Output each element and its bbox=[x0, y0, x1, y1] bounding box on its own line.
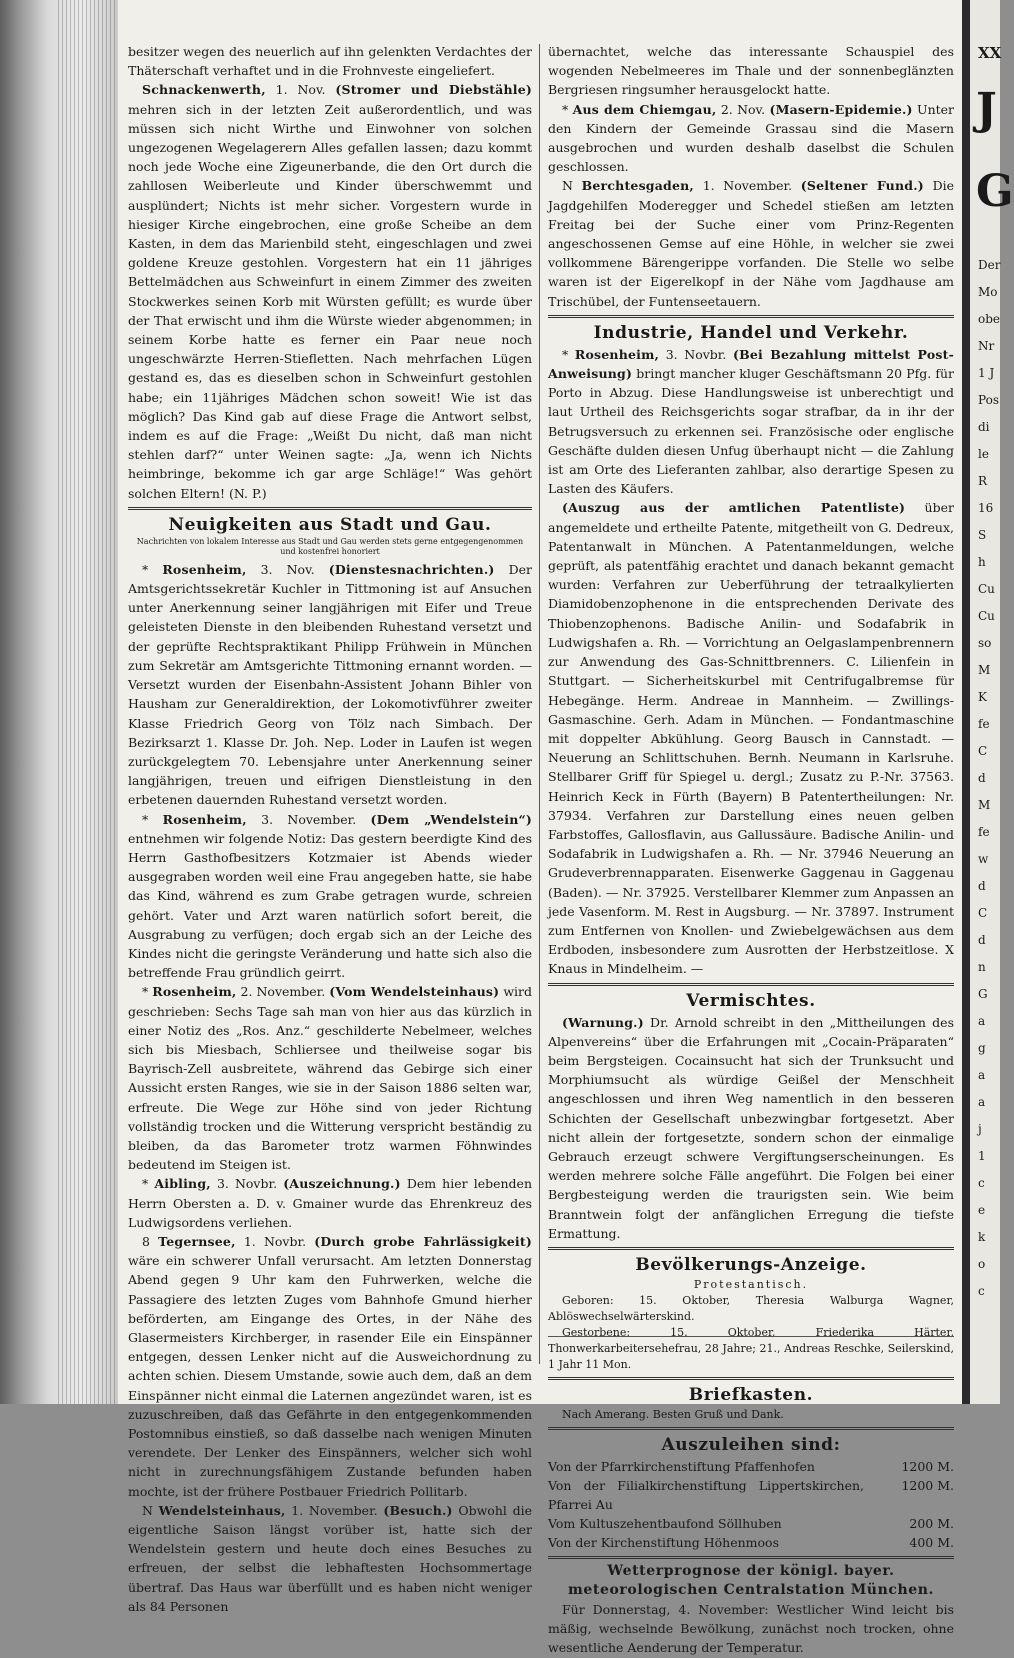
article-prefix: N bbox=[142, 1502, 153, 1518]
article-text: mehren sich in der letzten Zeit außerordentlich, und was müssen sich nicht Wirthe und Einwohner von solchen ungezogenen Wegelagerern Alles gefallen lassen; dazu kommt noch jede Woche eine Zigeunerbande, die den Ort durch die zahllosen Weiberleute und Kinder überschwemmt und ausplündert; Nichts ist mehr sicher. Vorgestern wurde in hiesiger Kirche eingebrochen, eine große Scheibe an dem Kasten, in dem das Marienbild steht, eingeschlagen und zwei goldene Kreuze gestohlen. Vorgestern hat ein 11 jähriges Bettelmädchen aus Schweinfurt in einem Zimmer des zweiten Stockwerkes seinen Korb mit Würsten gefüllt; es wurde über der That erwischt und ihm die Würste wieder abgenommen; in seinem Korbe hatte es ferner ein Paar neue noch ungeschwärzte Herren-Stiefletten. Nach mehrfachen Lügen gestand es, das es dieselben schon in Schweinfurt gestohlen habe; ein 11jähriges Mädchen schon soweit! Wie ist das möglich? Das Kind gab auf diese Frage die Antwort selbst, indem es auf die Frage: „Weißt Du nicht, daß man nicht stehlen darf?“ unter Weinen sagte: „Ja, wenn ich Nichts heimbringe, bekomme ich gar arge Schläge!“ Was gehört solchen Eltern! (N. P.) bbox=[128, 101, 532, 501]
article-date: 1. November. bbox=[291, 1502, 378, 1518]
article-text: Die Jagdgehilfen Moderegger und Schedel stießen am letzten Freitag bei der Suche einer vom Prinz-Regenten angeschossenen Gemse auf eine Höhle, in welcher sie zwei vollkommene Bärengerippe vorfanden. Die Stelle wo selbe waren ist der Eigerelkopf in der Nähe vom Jagdhause am Trischübel, der Funtenseetauern. bbox=[548, 178, 954, 309]
article-place: Rosenheim, bbox=[162, 561, 247, 577]
section-heading-loans: Auszuleihen sind: bbox=[661, 1434, 841, 1455]
article-text: bringt mancher kluger Geschäftsmann 20 Pfg. für Porto in Abzug. Diese Handlungsweise ist unberechtigt und laut Urtheil des Reichsgerichts sogar strafbar, da in ihr der Betrugsversuch zu erkennen sei. Französische oder englische Geschäfte dulden diesen Unfug überhaupt nicht — die Zahlung ist am Orte des Lieferanten zahlbar, also derartige Spesen zu Lasten des Käufers. bbox=[548, 366, 954, 497]
regional-article bbox=[548, 100, 954, 177]
continuation-paragraph: übernachtet, welche das interessante Schauspiel des wogenden Nebelmeeres im Thale und der sonnenbeglänzten Bergriesen ringsumher herausgelockt hatte. bbox=[548, 44, 954, 98]
loan-amount: 1200 M. bbox=[901, 1458, 954, 1474]
article-text: entnehmen wir folgende Notiz: Das gestern beerdigte Kind des Herrn Gasthofbesitzers Kotzmaier ist Abends wieder ausgegraben worden weil eine Frau angegeben hatte, sie habe das Kind, während es zum Grabe getragen wurde, schreien gehört. Vater und Arzt waren natürlich sofort bereit, die Ausgrabung zu verfügen; doch ergab sich an der Leiche des Kindes nicht die geringste Veränderung und hatte sich also die betreffende Frau gründlich geirrt. bbox=[128, 830, 532, 981]
binding-page-edges bbox=[58, 0, 116, 1404]
next-page-fragment: a bbox=[978, 1014, 986, 1028]
local-news-article bbox=[128, 982, 532, 1174]
next-page-fragment: j bbox=[978, 1122, 982, 1136]
next-page-fragment: 16 bbox=[978, 501, 994, 515]
section-heading-local-news: Neuigkeiten aus Stadt und Gau. bbox=[168, 514, 492, 535]
loan-source: Von der Filialkirchenstiftung Lippertskirchen, Pfarrei Au bbox=[548, 1477, 864, 1512]
left-column bbox=[128, 42, 532, 1616]
next-page-fragment: di bbox=[978, 420, 990, 434]
loan-amount: 1200 M. bbox=[901, 1477, 954, 1493]
article-warning bbox=[548, 1013, 954, 1243]
article-title: (Besuch.) bbox=[383, 1502, 453, 1518]
next-page-fragment: M bbox=[978, 663, 991, 677]
next-page-fragment: k bbox=[978, 1230, 986, 1244]
weather-text: Für Donnerstag, 4. November: Westlicher Wind leicht bis mäßig, wechselnde Bewölkung, zunächst noch trocken, ohne wesentliche Aenderung der Temperatur. bbox=[548, 1601, 954, 1656]
next-page-fragment: g bbox=[978, 1041, 986, 1055]
regional-article bbox=[548, 176, 954, 310]
article-text: Dem hier lebenden Herrn Obersten a. D. v. Gmainer wurde das Ehrenkreuz des Ludwigsordens verliehen. bbox=[128, 1176, 532, 1230]
next-page-masthead-fragment: G bbox=[976, 166, 1014, 217]
page-gutter bbox=[962, 0, 970, 1404]
next-page-fragment: fe bbox=[978, 825, 990, 839]
article-text: Dr. Arnold schreibt in den „Mittheilungen des Alpenvereins“ über die Erfahrungen mit „Cocain-Präparaten“ beim Bergsteigen. Cocainsucht hat sich der Trunksucht und Morphiumsucht als würdige Geißel der Menschheit angeschlossen und ihren Weg namentlich in den besseren Schichten der Gesellschaft unbezwingbar fortgesetzt. Aber nicht allein der fortgesetzte, sondern schon der einmalige Gebrauch erzeugt schwere Vergiftungserscheinungen. Es werden mehrere solche Fälle angeführt. Die Folgen bei einer Bergbesteigung werden die traurigsten sein. Wie beim Branntwein folgt der anfänglichen Erregung die tiefste Ermattung. bbox=[548, 1014, 954, 1241]
next-page-fragment: a bbox=[978, 1068, 986, 1082]
article-prefix: * bbox=[562, 101, 569, 117]
next-page-fragment: 1 bbox=[978, 1149, 986, 1163]
next-page-fragment: obe bbox=[978, 312, 1001, 326]
article-date: 3. Novbr. bbox=[216, 1176, 278, 1192]
local-news-article bbox=[128, 1174, 532, 1232]
article-date: 3. Nov. bbox=[260, 561, 315, 577]
next-page-fragment: Mo bbox=[978, 285, 998, 299]
regional-articles bbox=[548, 100, 954, 311]
article-title: (Vom Wendelsteinhaus) bbox=[329, 984, 500, 1000]
intro-paragraph: besitzer wegen des neuerlich auf ihn gelenkten Verdachtes der Thäterschaft verhaftet und in die Frohnveste eingeliefert. bbox=[128, 44, 532, 79]
article-schnackenwerth bbox=[128, 80, 532, 502]
local-news-articles bbox=[128, 560, 532, 1616]
next-page-fragment: C bbox=[978, 906, 988, 920]
column-divider bbox=[539, 44, 540, 1364]
article-title: (Dienstesnachrichten.) bbox=[328, 561, 495, 577]
article-date: 1. Novbr. bbox=[243, 1233, 307, 1249]
population-subheading: Protestantisch. bbox=[693, 1277, 809, 1291]
section-divider bbox=[548, 315, 954, 318]
local-news-article bbox=[128, 1501, 532, 1616]
section-heading-weather: Wetterprognose der königl. bayer. meteorologischen Centralstation München. bbox=[567, 1562, 935, 1598]
next-page-fragment: Cu bbox=[978, 609, 995, 623]
loans-table bbox=[548, 1457, 954, 1552]
article-place: Berchtesgaden, bbox=[581, 178, 694, 194]
next-page-fragment: fe bbox=[978, 717, 990, 731]
article-place: Wendelsteinhaus, bbox=[158, 1502, 286, 1518]
next-page-fragment: o bbox=[978, 1257, 986, 1271]
article-place: Rosenheim, bbox=[152, 984, 237, 1000]
industry-article bbox=[548, 345, 954, 499]
local-news-article bbox=[128, 1232, 532, 1501]
section-divider bbox=[548, 1377, 954, 1380]
book-binding bbox=[0, 0, 118, 1404]
section-note: Nachrichten von lokalem Interesse aus Stadt und Gau werden stets gerne entgegengenommen und kostenfrei honoriert bbox=[136, 536, 524, 556]
next-page-masthead-fragment: J bbox=[976, 84, 997, 135]
article-title: (Auszug aus der amtlichen Patentliste) bbox=[562, 500, 906, 516]
section-divider bbox=[128, 507, 532, 510]
loan-source: Von der Pfarrkirchenstiftung Pfaffenhofen bbox=[548, 1458, 815, 1474]
article-prefix: * bbox=[142, 811, 149, 827]
next-page-fragment: c bbox=[978, 1284, 985, 1298]
next-page-fragment: c bbox=[978, 1176, 985, 1190]
local-news-article bbox=[128, 810, 532, 983]
article-prefix: * bbox=[142, 561, 149, 577]
article-date: 2. Nov. bbox=[720, 101, 766, 117]
section-divider bbox=[548, 983, 954, 986]
article-place: Rosenheim, bbox=[162, 811, 247, 827]
article-title: (Masern-Epidemie.) bbox=[769, 101, 913, 117]
loan-row bbox=[548, 1476, 954, 1514]
next-page-fragment: d bbox=[978, 879, 986, 893]
section-heading-industry: Industrie, Handel und Verkehr. bbox=[593, 322, 909, 343]
section-divider bbox=[548, 1247, 954, 1250]
next-page-fragment: w bbox=[978, 852, 989, 866]
section-heading-mailbox: Briefkasten. bbox=[688, 1384, 814, 1405]
article-title: (Stromer und Diebstähle) bbox=[335, 82, 532, 98]
article-date: 2. November. bbox=[240, 984, 326, 1000]
right-column bbox=[548, 42, 954, 1658]
article-text: wäre ein schwerer Unfall verursacht. Am letzten Donnerstag Abend gegen 9 Uhr kam den Fuhrwerken, welche die Passagiere des letzten Zuges vom Bahnhofe Gmund hierher beförderten, am Eingange des Ortes, in der Nähe des Glasermeisters Kirchberger, in rasender Eile ein Einspänner entgegen, dessen Lenker nicht auf die Ausweichordnung zu achten schien. Diesem Umstande, sowie auch dem, daß an dem Einspänner nicht einmal die Laternen angezündet waren, ist es zuzuschreiben, daß das Gefährte in den entgegenkommenden Postomnibus einstieß, so daß dasselbe nach wenigen Minuten verendete. Der Lenker des Einspänners, welcher sich wohl nicht in zurechnungsfähigem Zustande befunden haben mochte, ist der frühere Postbauer Friedrich Pollitarb. bbox=[128, 1253, 532, 1499]
industry-articles bbox=[548, 345, 954, 979]
industry-article bbox=[548, 498, 954, 978]
article-place: Rosenheim, bbox=[574, 346, 660, 362]
article-date: 3. November. bbox=[261, 811, 357, 827]
next-page-fragment: h bbox=[978, 555, 986, 569]
next-page-fragment: d bbox=[978, 933, 986, 947]
loan-amount: 200 M. bbox=[909, 1515, 954, 1531]
next-page-fragment: M bbox=[978, 798, 991, 812]
loan-row bbox=[548, 1533, 954, 1552]
next-page-fragment: G bbox=[978, 987, 988, 1001]
article-date: 1. November. bbox=[702, 178, 793, 194]
article-title: (Dem „Wendelstein“) bbox=[370, 811, 533, 827]
next-page-fragment: Pos bbox=[978, 393, 999, 407]
next-page-fragment: C bbox=[978, 744, 988, 758]
article-place: Aibling, bbox=[154, 1176, 211, 1192]
article-place: Aus dem Chiemgau, bbox=[572, 101, 717, 117]
next-page-fragment: K bbox=[978, 690, 987, 704]
section-divider bbox=[548, 1556, 954, 1559]
article-title: (Durch grobe Fahrlässigkeit) bbox=[314, 1233, 532, 1249]
section-heading-population: Bevölkerungs-Anzeige. bbox=[635, 1254, 867, 1275]
article-text: Der Amtsgerichtssekretär Kuchler in Tittmoning ist auf Ansuchen unter Anerkennung seiner langjährigen mit Eifer und Treue geleisteten Dienste in den bleibenden Ruhestand versetzt und der geprüfte Rechtspraktikant Philipp Frühwein in München zum Sekretär am Amtsgerichte Tittmoning ernannt worden. — Versetzt wurden der Eisenbahn-Assistent Johann Bihler von Hausham zur Generaldirektion, der Lokomotivführer zweiter Klasse Friedrich Georg von Tölz nach Simbach. Der Bezirksarzt 1. Klasse Dr. Joh. Nep. Loder in Laufen ist wegen zurückgelegtem 70. Lebensjahre unter Anerkennung seiner langjährigen, treuen und eifrigen Dienstleistung in den erbetenen dauernden Ruhestand versetzt worden. bbox=[128, 561, 532, 808]
next-page-fragment: S bbox=[978, 528, 987, 542]
loan-row bbox=[548, 1514, 954, 1533]
next-page-fragment: a bbox=[978, 1095, 986, 1109]
article-text: Obwohl die eigentliche Saison längst vorüber ist, hatte sich der Wendelstein gestern und heute doch eines Besuches zu erfreuen, der selbst die lebhaftesten Hochsommertage übertraf. Das Haus war überfüllt und es haben nicht weniger als 84 Personen bbox=[128, 1502, 532, 1614]
local-news-article bbox=[128, 560, 532, 810]
loan-source: Vom Kultuszehentbaufond Söllhuben bbox=[548, 1515, 782, 1531]
loan-amount: 400 M. bbox=[909, 1534, 954, 1550]
article-text: Unter den Kindern der Gemeinde Grassau sind die Masern ausgebrochen und wurden deshalb daselbst die Schulen geschlossen. bbox=[548, 101, 955, 175]
mailbox-text: Nach Amerang. Besten Gruß und Dank. bbox=[562, 1407, 784, 1421]
births-notice: Geboren: 15. Oktober, Theresia Walburga Wagner, Ablöswechselwärterskind. bbox=[548, 1293, 954, 1323]
section-divider bbox=[548, 1427, 954, 1430]
next-page-fragment: e bbox=[978, 1203, 986, 1217]
article-title: (Bei Bezahlung mittelst Post-Anweisung) bbox=[548, 346, 954, 382]
article-prefix: * bbox=[142, 984, 149, 1000]
article-title: (Warnung.) bbox=[562, 1014, 644, 1030]
article-place: Tegernsee, bbox=[158, 1233, 236, 1249]
article-date: 3. Novbr. bbox=[665, 346, 727, 362]
article-text: über angemeldete und ertheilte Patente, mitgetheilt von G. Dedreux, Patentanwalt in München. A Patentanmeldungen, welche geprüft, als patentfähig erachtet und danach bekannt gemacht wurden: Verfahren zur Ueberführung der tetraalkylierten Diamidobenzophenone in die entsprechenden Derivate des Thiobenzophenons. Badische Anilin- und Sodafabrik in Ludwigshafen a. Rh. — Vorrichtung an Oelgaslampenbrennern zur Anwendung des Gas-Schnittbrenners. C. Lilienfein in Stuttgart. — Sicherheitskurbel mit Centrifugalbremse für Hebegänge. Herm. Andreae in Mannheim. — Zwillings-Gasmaschine. Gerh. Adam in München. — Fondantmaschine mit doppelter Abkühlung. Georg Bausch in Cannstadt. — Neuerung an Schlittschuhen. Bernh. Neumann in Karlsruhe. Stellbarer Griff für Spiegel u. dergl.; Zusatz zu P.-Nr. 37563. Heinrich Keck in Fürth (Bayern) B Patentertheilungen: Nr. 37934. Verfahren zur Darstellung eines neuen gelben Farbstoffes, Gallosflavin, aus Gallussäure. Badische Anilin- und Sodafabrik in Ludwigshafen a. Rh. — Nr. 37946 Neuerung an Grudeverbrennapparaten. Eisenwerke Gaggenau in Gaggenau (Baden). — Nr. 37925. Verstellbarer Klemmer zum Anpassen an jede Vasenform. M. Rest in Augsburg. — Nr. 37897. Instrument zum Entfernen von Knollen- und Zwiebelgewächsen aus dem Erdboden, insbesondere zum Ausrotten der Herbstzeitlose. X Knaus in Mindelheim. — bbox=[548, 500, 954, 977]
next-page-fragment: Nr bbox=[978, 339, 995, 353]
loan-source: Von der Kirchenstiftung Höhenmoos bbox=[548, 1534, 779, 1550]
loan-row bbox=[548, 1457, 954, 1476]
article-place: Schnackenwerth, bbox=[142, 82, 266, 98]
next-page-fragment: so bbox=[978, 636, 992, 650]
article-prefix: * bbox=[142, 1176, 149, 1192]
article-prefix: N bbox=[562, 178, 573, 194]
deaths-notice: Gestorbene: 15. Oktober, Friederika Härter, Thonwerkarbeitersehefrau, 28 Jahre; 21., Andreas Reschke, Seilerskind, 1 Jahr 11 Mon. bbox=[548, 1325, 954, 1371]
article-date: 1. Nov. bbox=[275, 82, 326, 98]
section-heading-misc: Vermischtes. bbox=[686, 990, 816, 1011]
next-page-fragment: d bbox=[978, 771, 986, 785]
next-page-header-fragment: XX bbox=[978, 44, 1002, 62]
column-end-rule bbox=[548, 1336, 954, 1337]
next-page-fragment: le bbox=[978, 447, 989, 461]
next-page-fragment: n bbox=[978, 960, 986, 974]
next-page-fragment: R bbox=[978, 474, 988, 488]
next-page-edge bbox=[970, 0, 1014, 1404]
article-title: (Seltener Fund.) bbox=[800, 178, 924, 194]
article-prefix: * bbox=[562, 346, 569, 362]
next-page-fragment: Cu bbox=[978, 582, 995, 596]
next-page-fragment: 1 J bbox=[978, 366, 995, 380]
article-text: wird geschrieben: Sechs Tage sah man von hier aus das kürzlich in einer Notiz des „Ros. Anz.“ geschilderte Nebelmeer, welches sich bis Miesbach, Schliersee und theilweise sogar bis Bayrisch-Zell ausbreitete, während das Gebirge sich einer Aussicht ersten Ranges, wie sie in der Saison 1886 selten war, erfreute. Die Wege zur Höhe sind von jeder Richtung vollständig trocken und die Witterung verspricht beständig zu bleiben, da das Barometer trotz warmen Föhnwindes bedeutend im Steigen ist. bbox=[128, 984, 532, 1173]
article-prefix: 8 bbox=[142, 1233, 150, 1249]
article-title: (Auszeichnung.) bbox=[283, 1176, 401, 1192]
next-page-fragment: Der bbox=[978, 258, 1001, 272]
